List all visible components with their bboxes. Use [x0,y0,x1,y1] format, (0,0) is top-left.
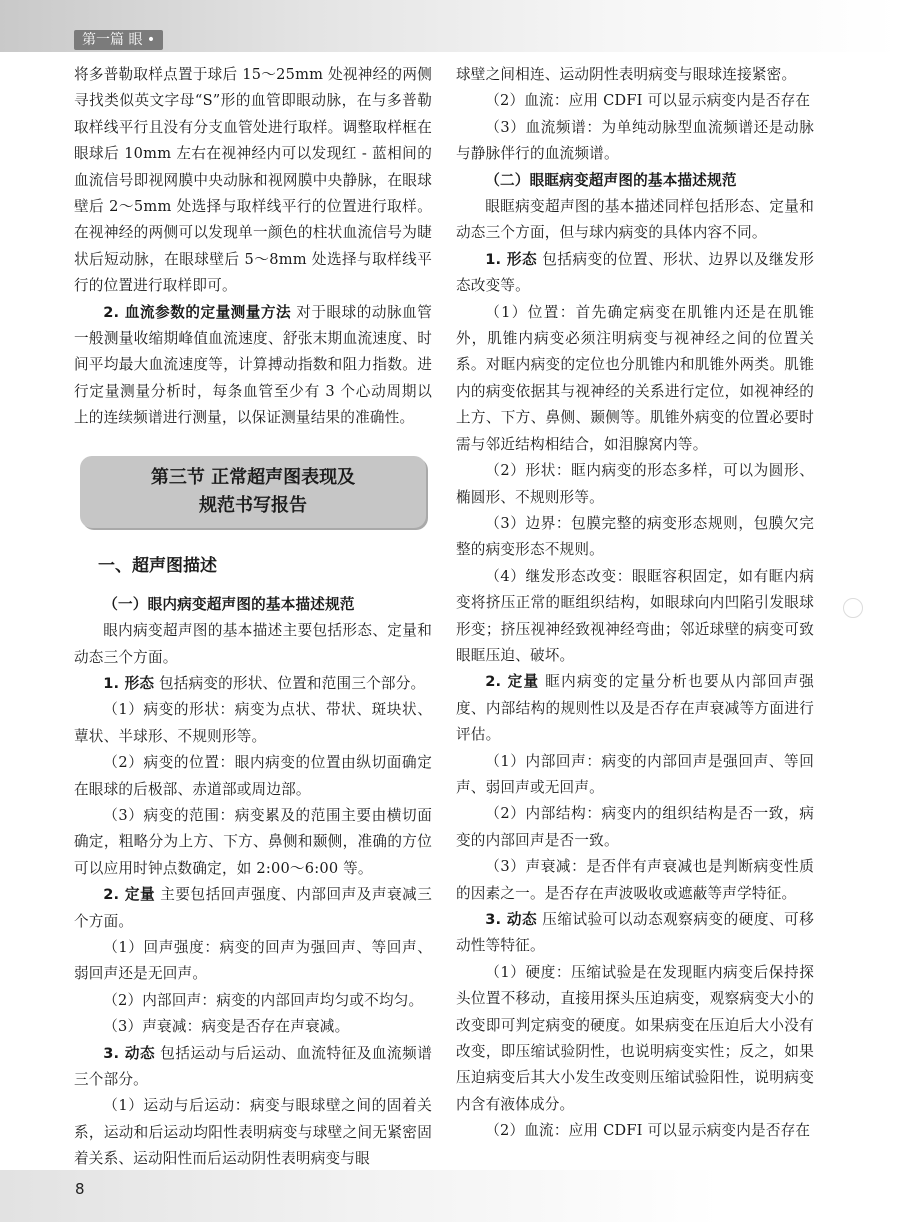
paragraph: （1）内部回声：病变的内部回声是强回声、等回声、弱回声或无回声。 [456,752,814,796]
paragraph: （2）病变的位置：眼内病变的位置由纵切面确定在眼球的后极部、赤道部或周边部。 [74,754,432,798]
paragraph: 眼眶病变超声图的基本描述同样包括形态、定量和动态三个方面，但与球内病变的具体内容不同。 [456,198,814,242]
paragraph: 眼内病变超声图的基本描述主要包括形态、定量和动态三个方面。 [74,622,432,666]
paragraph: （3）声衰减：是否伴有声衰减也是判断病变性质的因素之一。是否存在声波吸收或遮蔽等声学特征。 [456,858,814,902]
heading-level-2: （一）眼内病变超声图的基本描述规范 [103,595,355,613]
paragraph: （1）硬度：压缩试验是在发现眶内病变后保持探头位置不移动，直接用探头压迫病变，观察病变大小的改变即可判定病变的硬度。如果病变在压迫后大小没有改变，即压缩试验阴性，也说明病变实性；反之，如果压迫病变后其大小发生改变则压缩试验阳性，说明病变内含有液体成分。 [456,963,814,1113]
paragraph [74,1041,432,1094]
item-text: 主要包括回声强度、内部回声及声衰减三个方面。 [74,886,432,930]
item-text: 包括病变的位置、形状、边界以及继发形态改变等。 [456,250,814,295]
margin-mark [843,598,863,618]
section-title [80,456,426,528]
paragraph: （3）病变的范围：病变累及的范围主要由横切面确定，粗略分为上方、下方、鼻侧和颞侧，准确的方位可以应用时钟点数确定，如 2:00～6:00 等。 [74,806,432,877]
paragraph: （3）血流频谱：为单纯动脉型血流频谱还是动脉与静脉伴行的血流频谱。 [456,118,814,163]
item-heading: 1. 形态 [103,674,155,692]
paragraph [74,300,432,432]
item-text: 包括病变的形状、位置和范围三个部分。 [154,674,426,692]
paragraph: （3）声衰减：病变是否存在声衰减。 [103,1018,350,1036]
item-text: 眶内病变的定量分析也要从内部回声强度、内部结构的规则性以及是否存在声衰减等方面进行评估。 [456,673,814,744]
paragraph: 球壁之间相连、运动阴性表明病变与眼球连接紧密。 [456,66,797,83]
paragraph [74,882,432,935]
paragraph: （1）病变的形状：病变为点状、带状、斑块状、蕈状、半球形、不规则形等。 [74,701,432,745]
item-text: 包括运动与后运动、血流特征及血流频谱三个部分。 [74,1044,432,1088]
chapter-tab: 第一篇 眼 • [74,30,163,50]
paragraph: （1）回声强度：病变的回声为强回声、等回声、弱回声还是无回声。 [74,938,432,983]
paragraph: （2）形状：眶内病变的形态多样，可以为圆形、椭圆形、不规则形等。 [456,462,814,506]
paragraph: （1）位置：首先确定病变在肌锥内还是在肌锥外，肌锥内病变必须注明病变与视神经之间的位置关系。对眶内病变的定位也分肌锥内和肌锥外两类。肌锥内的病变依据其与视神经的关系进行定位，如视神经的上方、下方、鼻侧、颞侧等。肌锥外病变的位置必要时需与邻近结构相结合，如泪腺窝内等。 [456,303,814,453]
item-text: 压缩试验可以动态观察病变的硬度、可移动性等特征。 [456,911,814,955]
paragraph: （2）内部回声：病变的内部回声均匀或不均匀。 [103,991,424,1009]
item-heading: 3. 动态 [485,911,538,928]
paragraph [456,669,814,748]
item-heading: 1. 形态 [485,250,538,268]
footer-band [0,1170,900,1222]
item-heading: 3. 动态 [103,1044,156,1062]
paragraph: （2）内部结构：病变内的组织结构是否一致，病变的内部回声是否一致。 [456,805,814,849]
item-heading: 2. 血流参数的定量测量方法 [103,303,292,321]
right-column [456,62,814,1145]
item-text: 对于眼球的动脉血管一般测量收缩期峰值血流速度、舒张末期血流速度、时间平均最大血流速度等，计算搏动指数和阻力指数。进行定量测量分析时，每条血管至少有 3 个心动周期以上的连续频谱进行测量，以保证测量结果的准确性。 [74,303,432,427]
paragraph: 将多普勒取样点置于球后 15～25mm 处视神经的两侧寻找类似英文字母“S”形的血管即眼动脉，在与多普勒取样线平行且没有分支血管处进行取样。调整取样框在眼球后 10mm 左右在视神经内可以发现红 - 蓝相间的血流信号即视网膜中央动脉和视网膜中央静脉，在眼球壁后 2～5mm 处选择与取样线平行的位置进行取样。在视神经的两侧可以发现单一颜色的柱状血流信号为睫状后短动脉，在眼球壁后 5～8mm 处选择与取样线平行的位置进行取样即可。 [74,66,432,295]
item-heading: 2. 定量 [103,886,156,904]
left-column [74,62,432,1173]
section-title-line: 规范书写报告 [199,494,307,516]
page-number: 8 [75,1180,85,1198]
paragraph: （3）边界：包膜完整的病变形态规则，包膜欠完整的病变形态不规则。 [456,514,814,559]
heading-level-2: （二）眼眶病变超声图的基本描述规范 [485,171,737,189]
paragraph: （2）血流：应用 CDFI 可以显示病变内是否存在 [485,1122,811,1140]
section-title-line: 第三节 正常超声图表现及 [150,466,356,488]
paragraph: （4）继发形态改变：眼眶容积固定，如有眶内病变将挤压正常的眶组织结构，如眼球向内凹陷引发眼球形变；挤压视神经致视神经弯曲；邻近球壁的病变可致眼眶压迫、破坏。 [456,567,814,664]
paragraph: （2）血流：应用 CDFI 可以显示病变内是否存在 [485,92,811,110]
heading-level-1: 一、超声图描述 [98,555,217,576]
paragraph [74,671,432,697]
paragraph [456,907,814,960]
item-heading: 2. 定量 [485,673,540,691]
paragraph [456,247,814,300]
paragraph: （1）运动与后运动：病变与眼球壁之间的固着关系，运动和后运动均阳性表明病变与球壁之间无紧密固着关系、运动阳性而后运动阴性表明病变与眼 [74,1097,432,1168]
